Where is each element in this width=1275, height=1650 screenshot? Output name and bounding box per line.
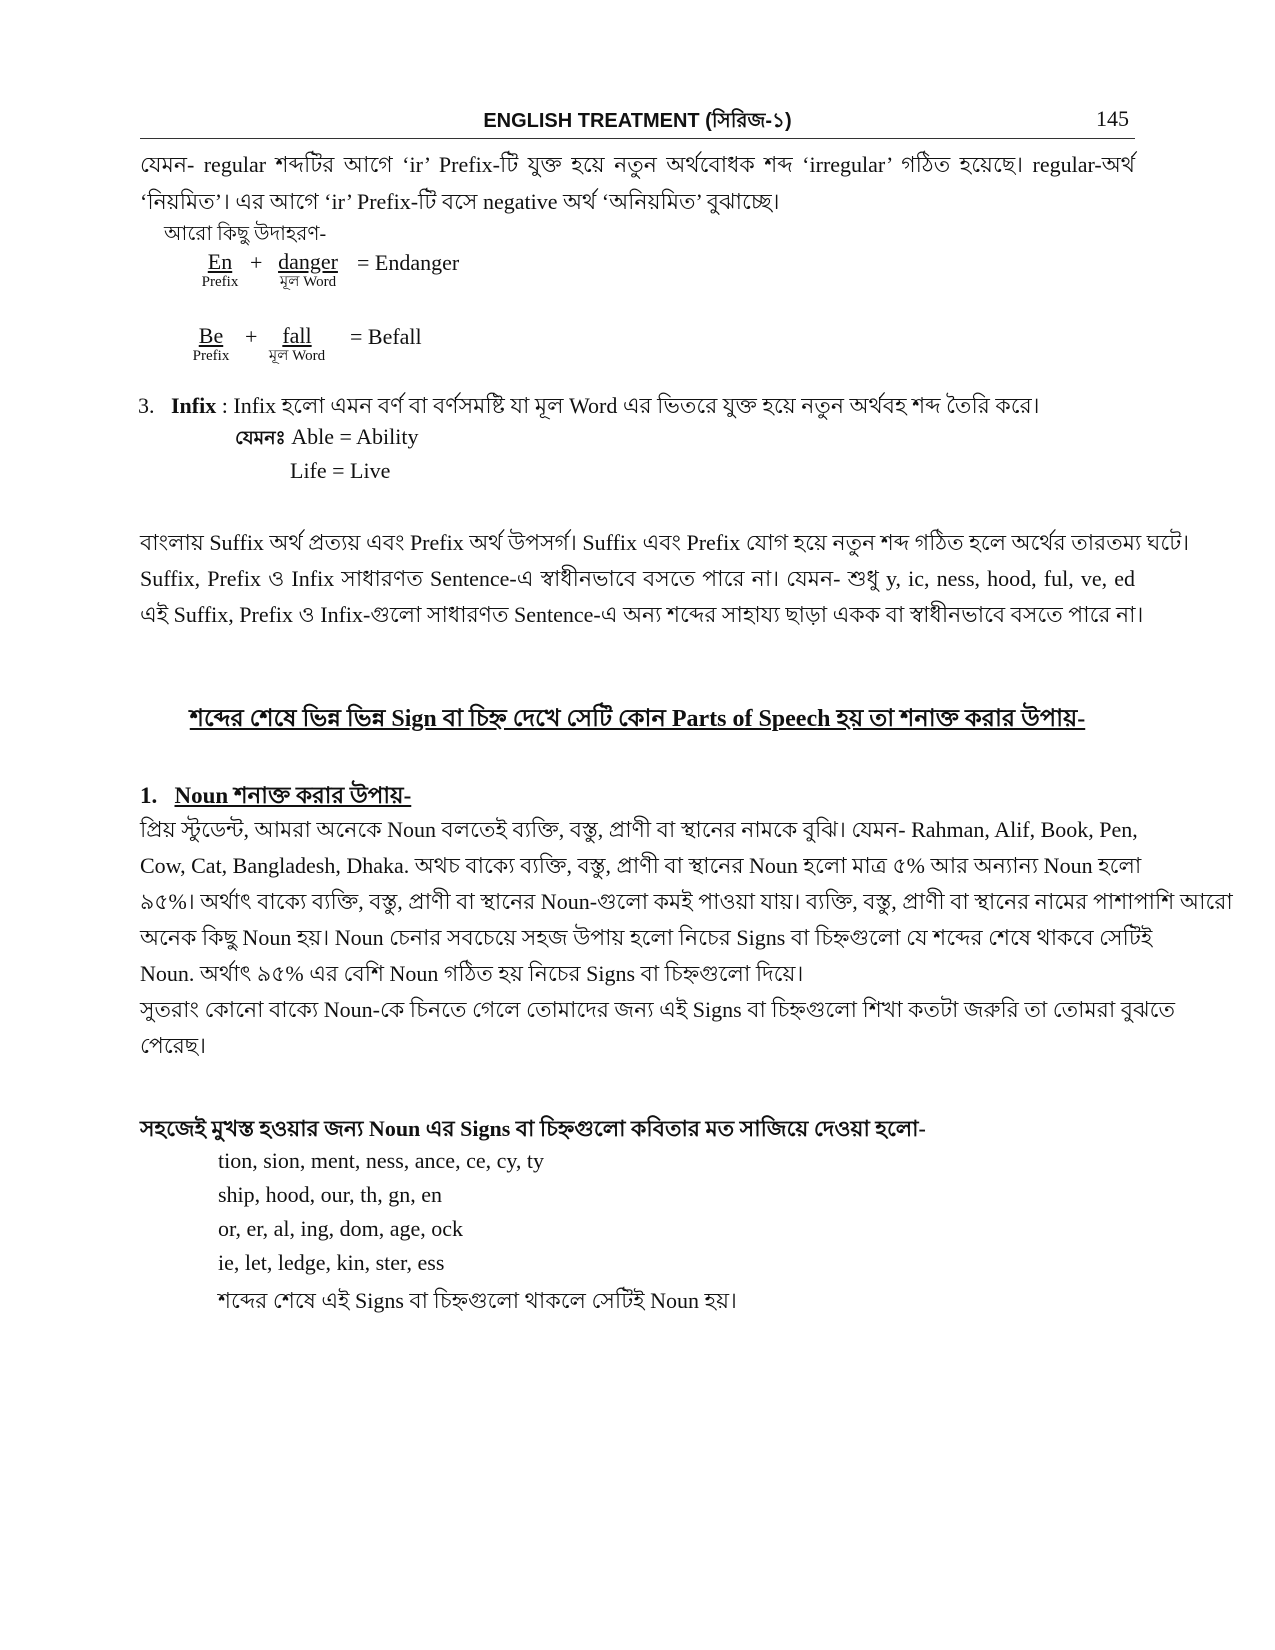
noun-line-3: ৯৫%। অর্থাৎ বাক্যে ব্যক্তি, বস্তু, প্রাণী বা স্থানের Noun-গুলো কমই পাওয়া যায়। ব্যক্তি, বস্তু, প্রাণী বা স্থানের নামের পাশাপাশি আরো — [140, 889, 1233, 914]
example-1-prefix — [194, 250, 246, 290]
example-1-plus: + — [250, 250, 263, 275]
example-2-root-label: মূল Word — [268, 348, 326, 364]
example-2-prefix-word: Be — [198, 323, 224, 348]
infix-number: 3. — [138, 393, 155, 418]
poem-line-2: ship, hood, our, th, gn, en — [218, 1182, 442, 1207]
paragraph-line-2: Suffix, Prefix ও Infix সাধারণত Sentence-এ স্বাধীনভাবে বসতে পারে না। যেমন- শুধু y, ic, ness, hood, ful, ve, ed — [140, 566, 1135, 591]
poem-closing: শব্দের শেষে এই Signs বা চিহ্নগুলো থাকলে সেটিই Noun হয়। — [218, 1288, 737, 1313]
paragraph-line-3: এই Suffix, Prefix ও Infix-গুলো সাধারণত Sentence-এ অন্য শব্দের সাহায্য ছাড়া একক বা স্বাধীনভাবে বসতে পারে না। — [140, 602, 1144, 627]
example-2-plus: + — [245, 324, 258, 349]
example-2-root-word: fall — [282, 323, 312, 348]
example-1-result: = Endanger — [357, 250, 460, 275]
poem-line-4: ie, let, ledge, kin, ster, ess — [218, 1250, 445, 1275]
example-1-root-word: danger — [278, 249, 338, 274]
example-1-prefix-word: En — [207, 249, 233, 274]
noun-line-5: Noun. অর্থাৎ ৯৫% এর বেশি Noun গঠিত হয় নিচের Signs বা চিহ্নগুলো দিয়ে। — [140, 961, 804, 986]
noun-line-4: অনেক কিছু Noun হয়। Noun চেনার সবচেয়ে সহজ উপায় হলো নিচের Signs বা চিহ্নগুলো যে শব্দের শেষে থাকবে সেটিই — [140, 925, 1153, 950]
poem-line-3: or, er, al, ing, dom, age, ock — [218, 1216, 464, 1241]
poem-line-1: tion, sion, ment, ness, ance, ce, cy, ty — [218, 1148, 545, 1173]
intro-line-2: ‘নিয়মিত’। এর আগে ‘ir’ Prefix-টি বসে negative অর্থ ‘অনিয়মিত’ বুঝাচ্ছে। — [140, 189, 780, 214]
noun-line-2: Cow, Cat, Bangladesh, Dhaka. অথচ বাক্যে ব্যক্তি, বস্তু, প্রাণী বা স্থানের Noun হলো মাত্র ৫% আর অন্যান্য Noun হলো — [140, 853, 1142, 878]
infix-example-1 — [235, 424, 418, 456]
noun-heading — [140, 777, 411, 816]
infix-definition: : Infix হলো এমন বর্ণ বা বর্ণসমষ্টি যা মূল Word এর ভিতরে যুক্ত হয়ে নতুন অর্থবহ শব্দ তৈরি করে। — [221, 393, 1040, 418]
noun-heading-text: Noun শনাক্ত করার উপায়- — [174, 783, 412, 808]
example-2-prefix-label: Prefix — [192, 348, 230, 364]
example-2-root — [264, 324, 330, 364]
example-1-root — [272, 250, 344, 290]
example-1-root-label: মূল Word — [279, 274, 337, 290]
noun-line-1: প্রিয় স্টুডেন্ট, আমরা অনেকে Noun বলতেই ব্যক্তি, বস্তু, প্রাণী বা স্থানের নামকে বুঝি। যেমন- Rahman, Alif, Book, Pen, — [140, 817, 1138, 842]
example-2-result: = Befall — [350, 324, 422, 349]
poem-heading: সহজেই মুখস্ত হওয়ার জন্য Noun এর Signs বা চিহ্নগুলো কবিতার মত সাজিয়ে দেওয়া হলো- — [140, 1116, 926, 1141]
noun-line-7: পেরেছ। — [140, 1033, 206, 1058]
page-header — [140, 104, 1135, 139]
infix-term: Infix — [171, 393, 217, 418]
example-1-prefix-label: Prefix — [201, 274, 239, 290]
infix-example-1-text: Able = Ability — [291, 424, 419, 449]
section-heading: শব্দের শেষে ভিন্ন ভিন্ন Sign বা চিহ্ন দেখে সেটি কোন Parts of Speech হয় তা শনাক্ত করার উপায়- — [189, 706, 1086, 732]
noun-line-6: সুতরাং কোনো বাক্যে Noun-কে চিনতে গেলে তোমাদের জন্য এই Signs বা চিহ্নগুলো শিখা কতটা জরুরি তা তোমরা বুঝতে — [140, 997, 1175, 1022]
infix-example-label: যেমনঃ — [235, 428, 286, 449]
more-examples-label: আরো কিছু উদাহরণ- — [164, 223, 327, 245]
paragraph-line-1: বাংলায় Suffix অর্থ প্রত্যয় এবং Prefix অর্থ উপসর্গ। Suffix এবং Prefix যোগ হয়ে নতুন শব্দ গঠিত হলে অর্থের তারতম্য ঘটে। — [140, 530, 1190, 555]
page-number: 145 — [1096, 106, 1129, 131]
intro-line-1: যেমন- regular শব্দটির আগে ‘ir’ Prefix-টি যুক্ত হয়ে নতুন অর্থবোধক শব্দ ‘irregular’ গঠিত হয়েছে। regular-অর্থ — [140, 152, 1135, 177]
noun-number: 1. — [140, 783, 158, 808]
example-2-prefix — [186, 324, 236, 364]
header-title: ENGLISH TREATMENT (সিরিজ-১) — [483, 110, 792, 132]
infix-item — [138, 389, 1040, 426]
infix-example-2: Life = Live — [290, 458, 391, 483]
